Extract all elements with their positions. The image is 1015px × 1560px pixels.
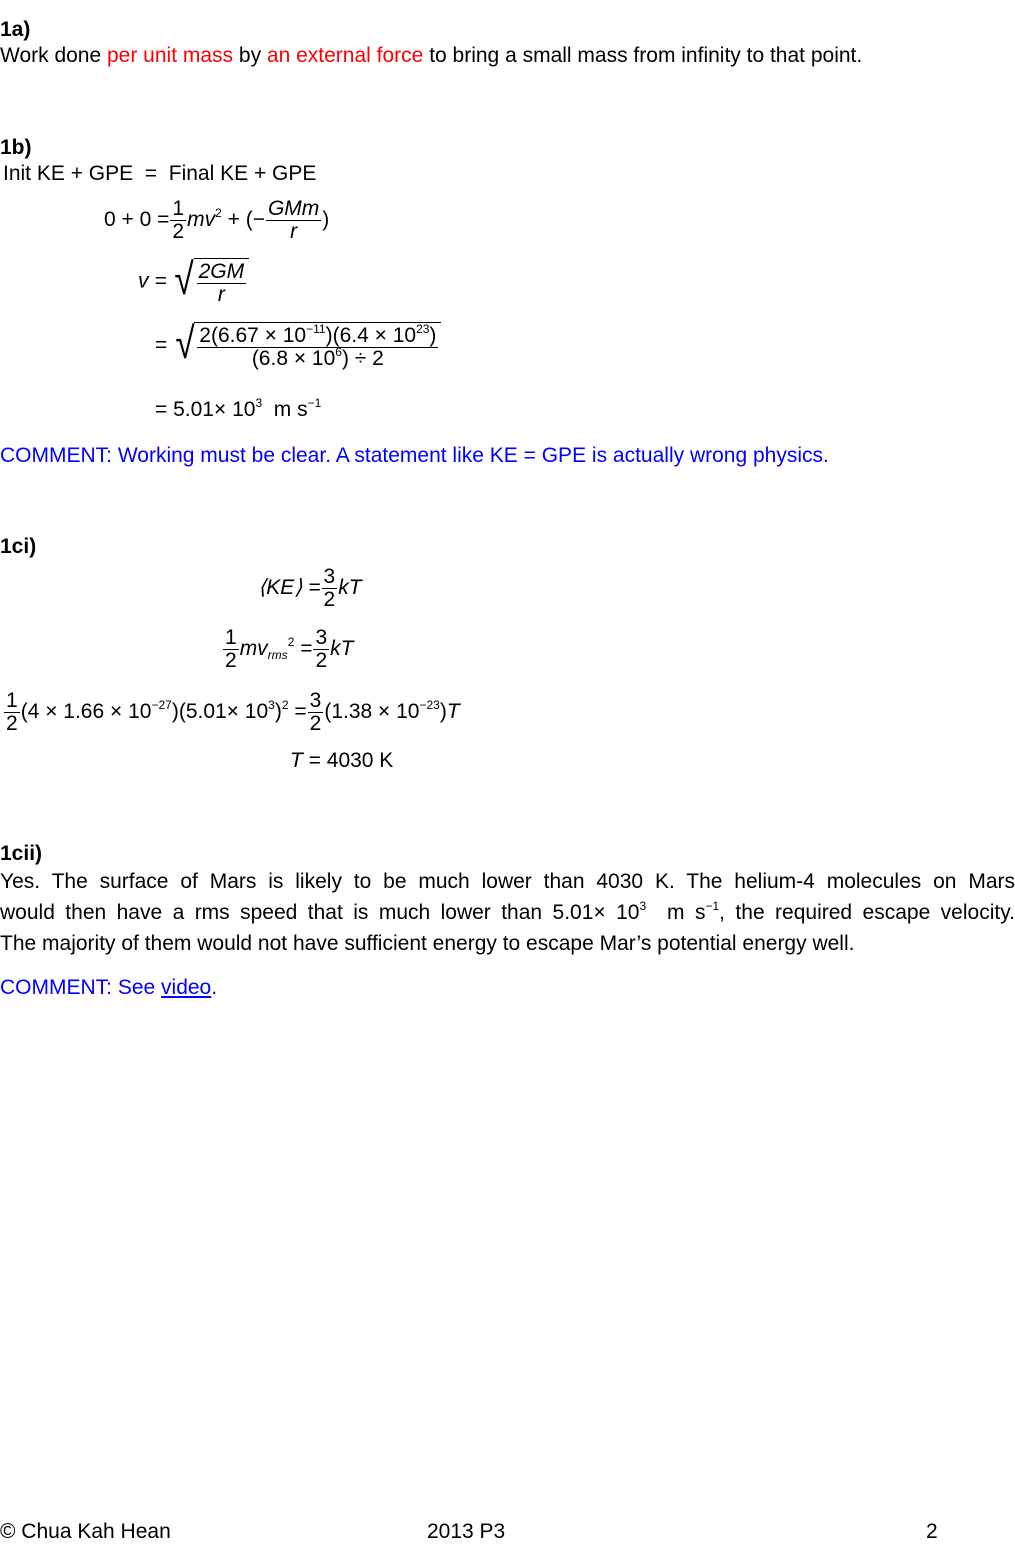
equation-substitution: = √ $\frac{2(6.67 \times 10^{-11})(6.4 \times 10^{23})}{(6.8 \times 10^6) \div 2}$: [155, 322, 441, 370]
equation-energy-conservation: 0 + 0 = $\frac{1}{2}$ $mv^2$ + (− $\frac{\text{GMm}}{r}$ ): [104, 197, 330, 244]
footer-author: © Chua Kah Hean: [0, 1520, 171, 1543]
comment-1b: COMMENT: Working must be clear. A statement like KE = GPE is actually wrong physics.: [0, 444, 829, 467]
equation-temperature-result: T = 4030 K: [290, 749, 394, 772]
heading-1a: 1a): [0, 18, 31, 41]
energy-statement: Init KE + GPE = Final KE + GPE: [3, 162, 317, 185]
fraction-gmm-r: $\frac{\text{GMm}}{r}$: [267, 197, 320, 244]
equation-rms-ke: $\frac{1}{2}$ $mv_{rms}^2$ = $\frac{3}{2}$ kT: [225, 626, 354, 673]
sqrt-symbol: √ $\frac{2(6.67 \times 10^{-11})(6.4 \times 10^{23})}{(6.8 \times 10^6) \div 2}$: [173, 322, 441, 370]
eq-lhs: 0 + 0 =: [104, 208, 170, 232]
video-link[interactable]: video: [161, 976, 212, 999]
heading-1cii: 1cii): [0, 842, 43, 865]
equation-escape-velocity: v = √ $\frac{2GM}{r}$: [138, 258, 249, 306]
heading-1ci: 1ci): [0, 535, 37, 558]
answer-1cii: Yes. The surface of Mars is likely to be much lower than 4030 K. The helium-4 molecules on Mars would then have a rms speed that is much lower than $5.01\times 10^3$ m $s^{-1}$, the required escape velocity. The majority of them would not have sufficient energy to escape Mar’s potential energy well.: [0, 870, 1015, 955]
text: by: [233, 44, 267, 67]
highlight-external-force: an external force: [266, 44, 424, 67]
fraction-half: $\frac{1}{2}$: [172, 197, 185, 244]
footer-paper: 2013 P3: [427, 1520, 506, 1543]
equation-mean-ke: ⟨KE⟩ = $\frac{3}{2}$ kT: [258, 565, 362, 612]
equation-temperature-substitution: $\frac{1}{2}$ $(4 \times 1.66 \times 10^{-27})(5.01\times 10^3)^2$ = $\frac{3}{2}$ $(1.38 \times 10^{-23})T$: [6, 689, 460, 736]
equation-result: = $5.01\times 10^3$ m $s^{-1}$: [155, 396, 322, 421]
comment-1cii: COMMENT: See video.: [0, 976, 218, 999]
text: Work done: [0, 44, 107, 67]
highlight-per-unit-mass: per unit mass: [107, 44, 234, 67]
heading-1b: 1b): [0, 136, 32, 159]
sqrt-symbol: √ $\frac{2GM}{r}$: [172, 258, 249, 306]
footer-page-number: 2: [926, 1520, 938, 1543]
answer-1a: [0, 44, 862, 68]
text: to bring a small mass from infinity to that point.: [423, 44, 863, 67]
